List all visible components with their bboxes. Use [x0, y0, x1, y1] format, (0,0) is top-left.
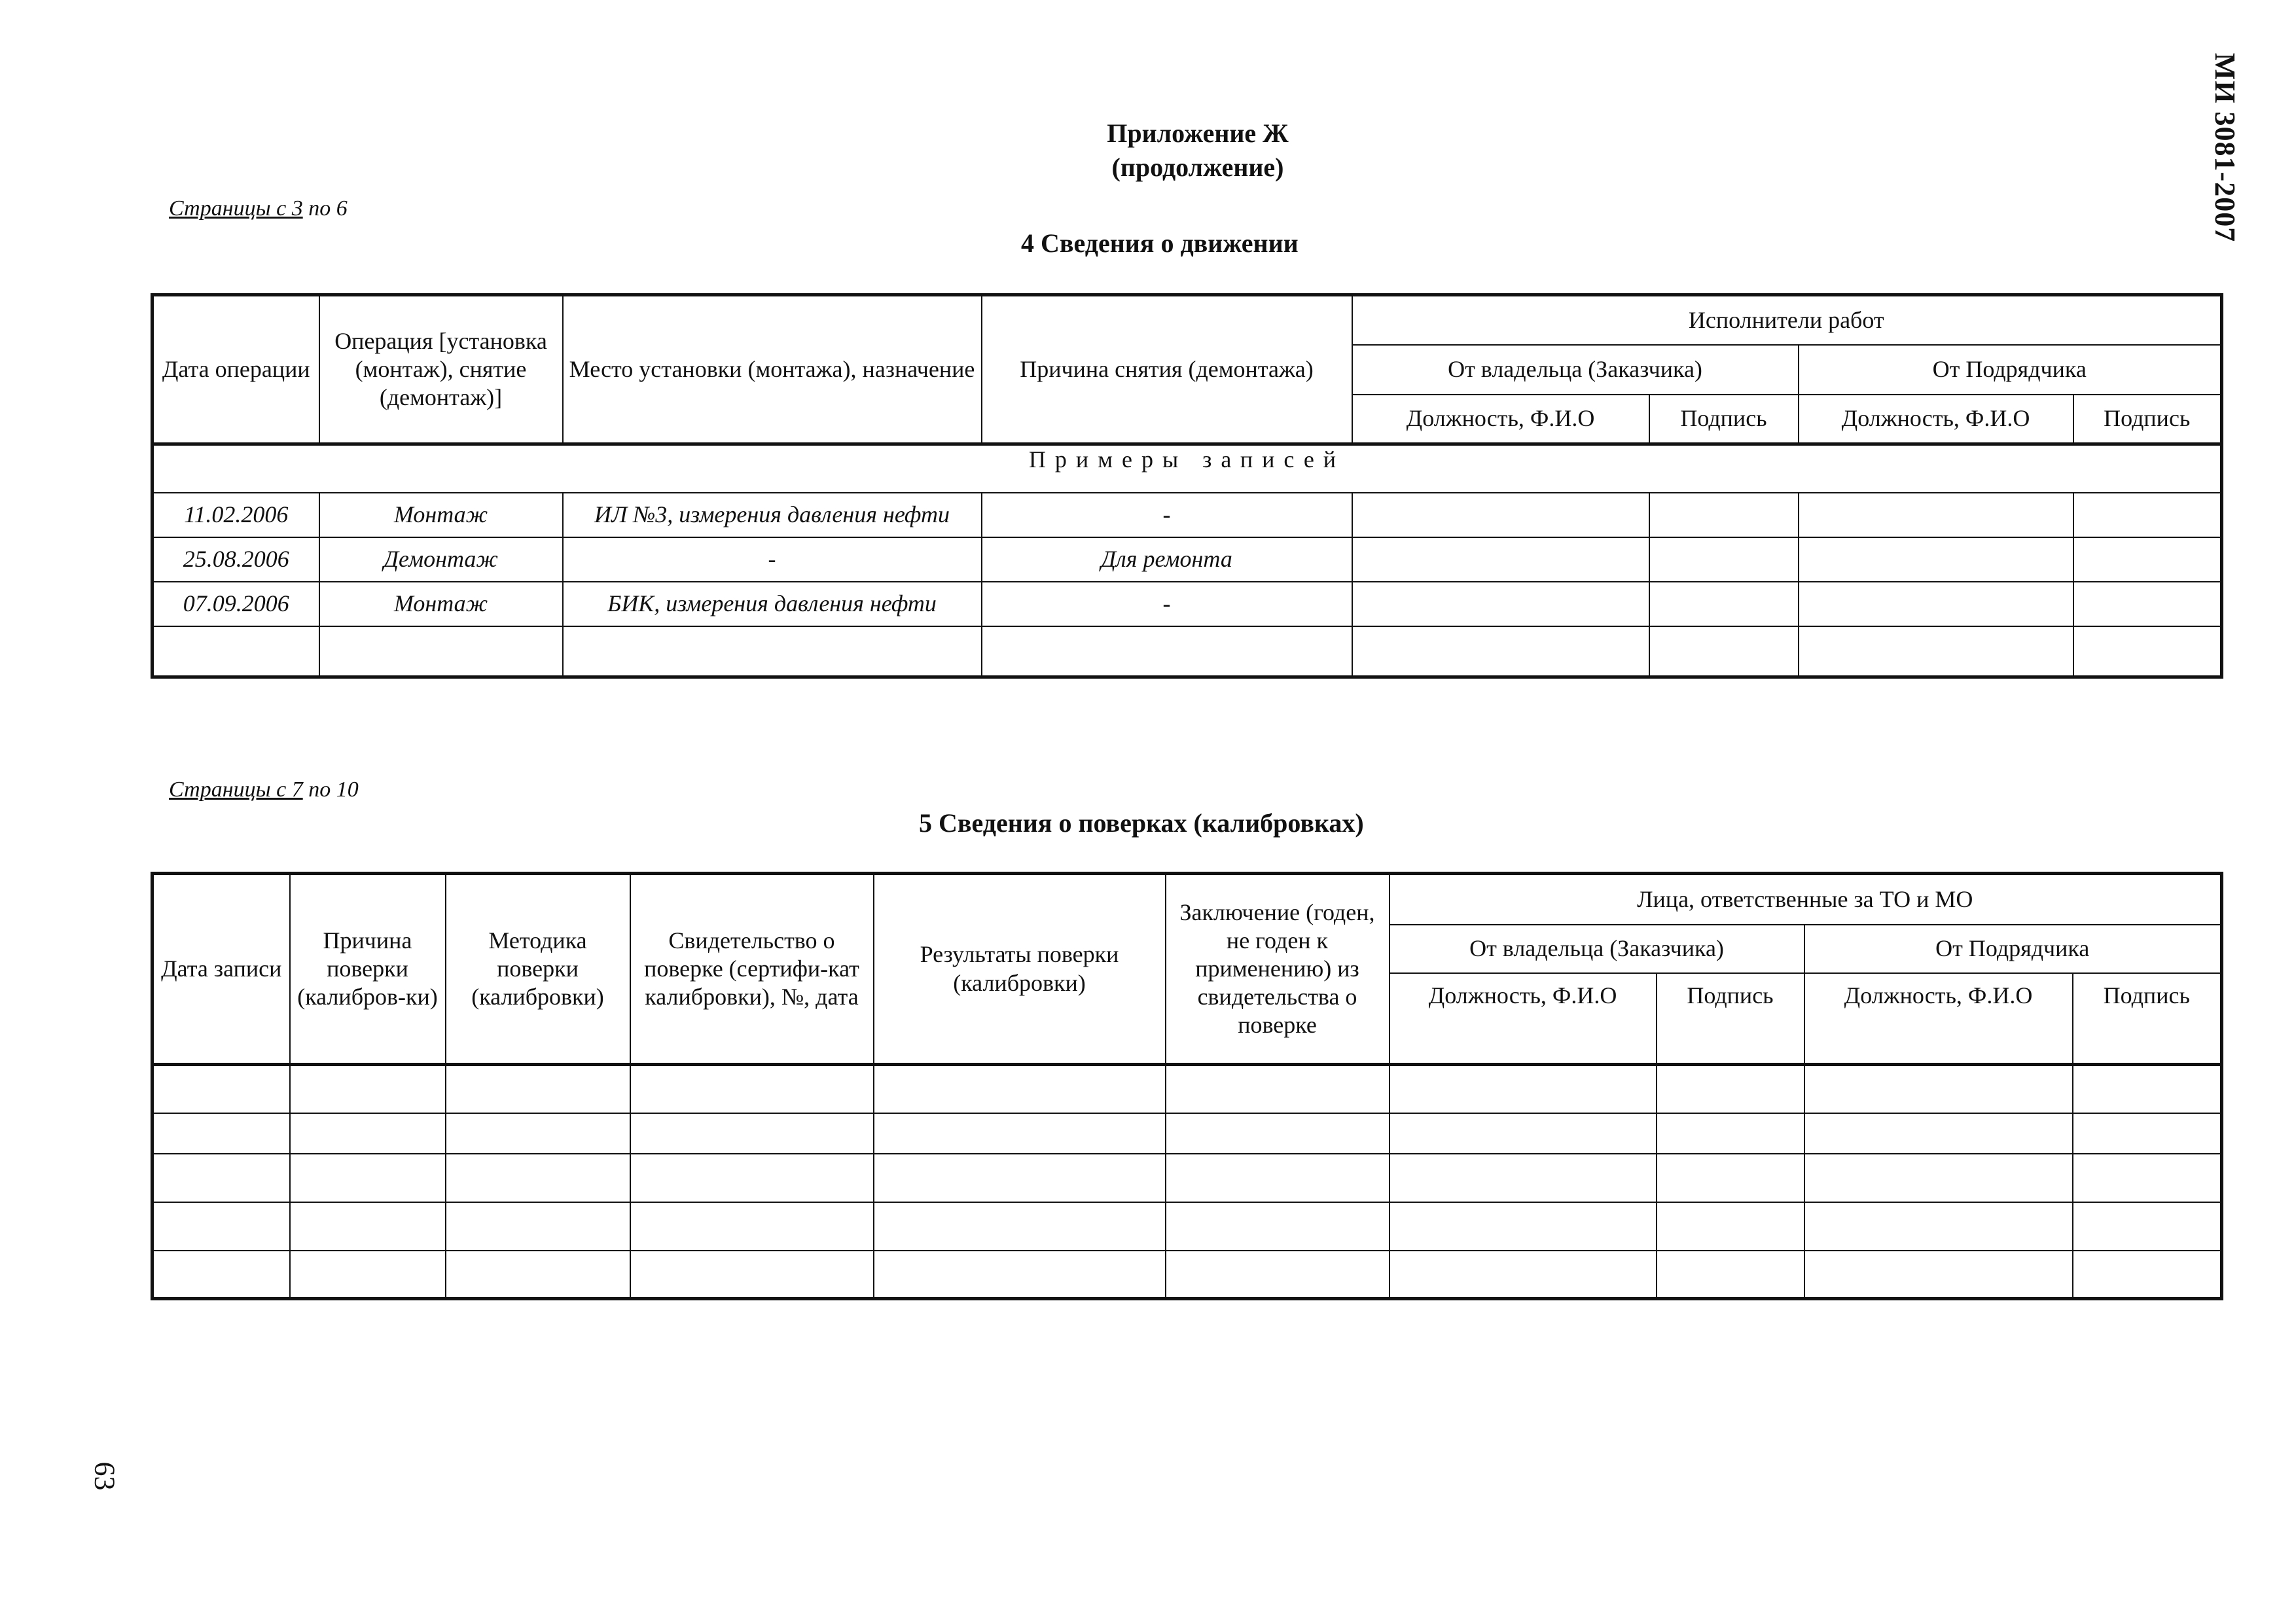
header-results: Результаты поверки (калибровки) — [874, 874, 1166, 1065]
section5-title: 5 Сведения о поверках (калибровках) — [919, 808, 1364, 838]
header-from-contractor: От Подрядчика — [1799, 345, 2222, 395]
table-row — [152, 537, 2222, 582]
table-row — [152, 1202, 2222, 1251]
cell-contractor-signature — [2073, 537, 2222, 582]
cell-contractor-signature — [2073, 493, 2222, 537]
cell-contractor-position — [1799, 626, 2073, 677]
header-owner-position: Должность, Ф.И.О — [1352, 395, 1649, 444]
cell-contractor-signature — [2073, 582, 2222, 626]
header-contractor-signature: Подпись — [2073, 973, 2222, 1065]
header-owner-signature: Подпись — [1649, 395, 1799, 444]
section5-pages-suffix: по 10 — [302, 777, 359, 802]
cell-owner-signature — [1649, 493, 1799, 537]
cell-contractor-position — [1799, 493, 2073, 537]
header-from-owner: От владельца (Заказчика) — [1390, 925, 1804, 973]
section5-pages-prefix: Страницы с 7 — [169, 777, 303, 802]
movement-table — [151, 293, 2223, 679]
section4-title: 4 Сведения о движении — [1021, 228, 1299, 258]
appendix-header — [1021, 116, 1374, 185]
header-performers: Исполнители работ — [1352, 295, 2222, 345]
header-from-contractor: От Подрядчика — [1804, 925, 2222, 973]
table-row — [152, 1154, 2222, 1202]
cell-date: 25.08.2006 — [152, 537, 319, 582]
cell-place: - — [563, 537, 982, 582]
document-code: МИ 3081-2007 — [2209, 52, 2242, 242]
header-place: Место установки (монтажа), назначение — [563, 295, 982, 444]
appendix-title: Приложение Ж — [1107, 118, 1289, 148]
cell-operation: Демонтаж — [319, 537, 563, 582]
cell-contractor-position — [1799, 582, 2073, 626]
header-date: Дата записи — [152, 874, 290, 1065]
cell-owner-position — [1352, 582, 1649, 626]
header-responsible: Лица, ответственные за ТО и МО — [1390, 874, 2222, 925]
examples-banner: Примеры записей — [152, 444, 2222, 493]
cell-reason: Для ремонта — [982, 537, 1352, 582]
cell-contractor-signature — [2073, 626, 2222, 677]
page-number: 63 — [88, 1461, 121, 1490]
header-certificate: Свидетельство о поверке (сертифи-кат калибровки), №, дата — [630, 874, 874, 1065]
section5-pages-reference — [169, 777, 359, 802]
header-contractor-position: Должность, Ф.И.О — [1804, 973, 2073, 1065]
cell-operation: Монтаж — [319, 582, 563, 626]
header-reason: Причина поверки (калибров-ки) — [290, 874, 446, 1065]
table-row — [152, 1065, 2222, 1113]
cell-reason: - — [982, 493, 1352, 537]
header-contractor-signature: Подпись — [2073, 395, 2222, 444]
cell-owner-position — [1352, 626, 1649, 677]
cell-owner-signature — [1649, 626, 1799, 677]
header-conclusion: Заключение (годен, не годен к применению) из свидетельства о поверке — [1166, 874, 1390, 1065]
header-from-owner: От владельца (Заказчика) — [1352, 345, 1799, 395]
cell-date: 07.09.2006 — [152, 582, 319, 626]
header-date: Дата операции — [152, 295, 319, 444]
cell-operation — [319, 626, 563, 677]
cell-date — [152, 626, 319, 677]
table-row — [152, 582, 2222, 626]
cell-date: 11.02.2006 — [152, 493, 319, 537]
cell-place: ИЛ №3, измерения давления нефти — [563, 493, 982, 537]
section4-pages-prefix: Страницы с 3 — [169, 196, 303, 221]
table-row — [152, 493, 2222, 537]
cell-reason — [982, 626, 1352, 677]
table-row — [152, 626, 2222, 677]
cell-owner-signature — [1649, 537, 1799, 582]
header-owner-position: Должность, Ф.И.О — [1390, 973, 1657, 1065]
appendix-subtitle: (продолжение) — [1111, 152, 1284, 182]
header-contractor-position: Должность, Ф.И.О — [1799, 395, 2073, 444]
table-row — [152, 1251, 2222, 1299]
cell-contractor-position — [1799, 537, 2073, 582]
cell-operation: Монтаж — [319, 493, 563, 537]
section4-pages-reference — [169, 196, 348, 221]
cell-owner-signature — [1649, 582, 1799, 626]
section4-pages-suffix: по 6 — [302, 196, 348, 221]
table-row — [152, 1113, 2222, 1154]
header-method: Методика поверки (калибровки) — [446, 874, 630, 1065]
cell-place — [563, 626, 982, 677]
header-owner-signature: Подпись — [1657, 973, 1804, 1065]
cell-reason: - — [982, 582, 1352, 626]
header-operation: Операция [установка (монтаж), снятие (демонтаж)] — [319, 295, 563, 444]
cell-owner-position — [1352, 493, 1649, 537]
header-reason: Причина снятия (демонтажа) — [982, 295, 1352, 444]
verification-table — [151, 872, 2223, 1300]
cell-place: БИК, измерения давления нефти — [563, 582, 982, 626]
cell-owner-position — [1352, 537, 1649, 582]
